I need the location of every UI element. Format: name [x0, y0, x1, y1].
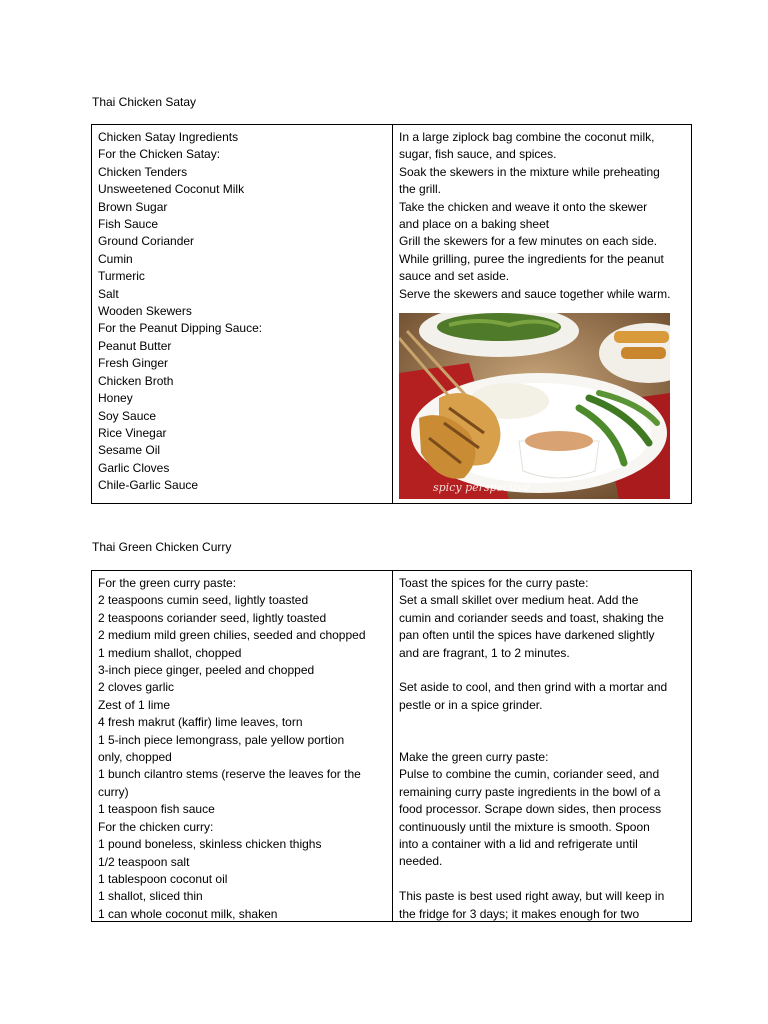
ingredient-line: 3-inch piece ginger, peeled and chopped	[98, 663, 315, 678]
ingredient-line: 1/2 teaspoon salt	[98, 854, 190, 869]
ingredient-line: For the chicken curry:	[98, 819, 214, 834]
direction-line: Serve the skewers and sauce together while warm.	[399, 286, 671, 301]
direction-line: food processor. Scrape down sides, then process	[399, 802, 662, 817]
ingredient-line: 1 can whole coconut milk, shaken	[98, 906, 278, 921]
ingredient-line: Fresh Ginger	[98, 356, 169, 371]
ingredients-column	[92, 125, 393, 503]
direction-line: Toast the spices for the curry paste:	[399, 576, 589, 590]
recipe-table-curry	[91, 570, 692, 922]
direction-line: remaining curry paste ingredients in the bowl of a	[399, 784, 661, 799]
ingredient-line: Fish Sauce	[98, 217, 159, 232]
ingredient-line: 2 cloves garlic	[98, 680, 175, 695]
ingredient-line: For the Chicken Satay:	[98, 147, 221, 162]
ingredient-line: Ground Coriander	[98, 234, 195, 249]
direction-line: the fridge for 3 days; it makes enough for two	[399, 906, 640, 921]
direction-line: into a container with a lid and refrigerate until	[399, 837, 638, 852]
ingredient-line: Rice Vinegar	[98, 425, 167, 440]
satay-plate-image	[399, 313, 670, 499]
direction-line: Soak the skewers in the mixture while preheating	[399, 164, 660, 179]
ingredient-line: Salt	[98, 286, 119, 301]
direction-line: In a large ziplock bag combine the coconut milk,	[399, 130, 655, 144]
directions-list	[399, 129, 686, 303]
ingredient-line: 1 5-inch piece lemongrass, pale yellow portion	[98, 732, 345, 747]
direction-line: pestle or in a spice grinder.	[399, 697, 543, 712]
ingredient-line: For the green curry paste:	[98, 576, 237, 590]
ingredient-line: 2 teaspoons cumin seed, lightly toasted	[98, 593, 309, 608]
ingredient-line: curry)	[98, 784, 129, 799]
ingredient-line: only, chopped	[98, 750, 172, 765]
satay-photo	[399, 313, 670, 499]
ingredient-line: 1 medium shallot, chopped	[98, 645, 242, 660]
direction-line: Make the green curry paste:	[399, 750, 549, 765]
ingredient-line: Soy Sauce	[98, 408, 157, 423]
direction-line: This paste is best used right away, but will keep in	[399, 889, 665, 904]
ingredient-line: Unsweetened Coconut Milk	[98, 182, 245, 197]
photo-watermark: spicy perspective	[433, 480, 530, 494]
direction-line: cumin and coriander seeds and toast, shaking the	[399, 610, 664, 625]
ingredient-line: 1 tablespoon coconut oil	[98, 871, 228, 886]
direction-line: needed.	[399, 854, 443, 869]
direction-line: and place on a baking sheet	[399, 217, 550, 232]
direction-line: pan often until the spices have darkened slightly	[399, 628, 655, 643]
ingredient-line: Honey	[98, 391, 133, 406]
ingredient-line: 2 teaspoons coriander seed, lightly toasted	[98, 610, 327, 625]
ingredient-line: Chicken Broth	[98, 373, 174, 388]
direction-line: and are fragrant, 1 to 2 minutes.	[399, 645, 570, 660]
ingredient-line: For the Peanut Dipping Sauce:	[98, 321, 263, 336]
ingredient-line: Turmeric	[98, 269, 145, 284]
direction-line: Set aside to cool, and then grind with a mortar and	[399, 680, 668, 695]
direction-line	[399, 714, 686, 731]
ingredient-line: Chicken Tenders	[98, 164, 188, 179]
direction-line: Take the chicken and weave it onto the skewer	[399, 199, 648, 214]
ingredient-line: Chicken Satay Ingredients	[98, 130, 239, 144]
ingredient-line: Wooden Skewers	[98, 304, 192, 319]
ingredient-line: 4 fresh makrut (kaffir) lime leaves, torn	[98, 715, 303, 730]
recipe-table-satay	[91, 124, 692, 504]
direction-line: Grill the skewers for a few minutes on each side.	[399, 234, 658, 249]
ingredient-line: Sesame Oil	[98, 443, 161, 458]
direction-line	[399, 732, 686, 749]
ingredient-line: 1 teaspoon fish sauce	[98, 802, 215, 817]
direction-line: Pulse to combine the cumin, coriander seed, and	[399, 767, 660, 782]
ingredients-column	[92, 571, 393, 921]
direction-line: Set a small skillet over medium heat. Add the	[399, 593, 639, 608]
recipe-title-curry: Thai Green Chicken Curry	[92, 540, 232, 554]
ingredient-line: Chile-Garlic Sauce	[98, 478, 199, 493]
direction-line	[399, 662, 686, 679]
ingredient-line: 1 shallot, sliced thin	[98, 889, 203, 904]
direction-line: While grilling, puree the ingredients for the peanut	[399, 251, 664, 266]
ingredient-line: 2 medium mild green chilies, seeded and chopped	[98, 628, 366, 643]
ingredient-line: Brown Sugar	[98, 199, 168, 214]
direction-line: sauce and set aside.	[399, 269, 510, 284]
recipe-title-satay: Thai Chicken Satay	[92, 95, 197, 109]
direction-line: the grill.	[399, 182, 442, 197]
directions-column	[393, 125, 691, 503]
ingredient-line: Garlic Cloves	[98, 460, 170, 475]
ingredient-line: 1 pound boneless, skinless chicken thighs	[98, 837, 322, 852]
ingredient-line: Zest of 1 lime	[98, 697, 171, 712]
direction-line: continuously until the mixture is smooth. Spoon	[399, 819, 650, 834]
ingredient-line: 1 bunch cilantro stems (reserve the leaves for the	[98, 767, 361, 782]
ingredient-line: Peanut Butter	[98, 338, 172, 353]
ingredient-line: Cumin	[98, 251, 133, 266]
direction-line	[399, 871, 686, 888]
direction-line: sugar, fish sauce, and spices.	[399, 147, 557, 162]
directions-column	[393, 571, 691, 921]
